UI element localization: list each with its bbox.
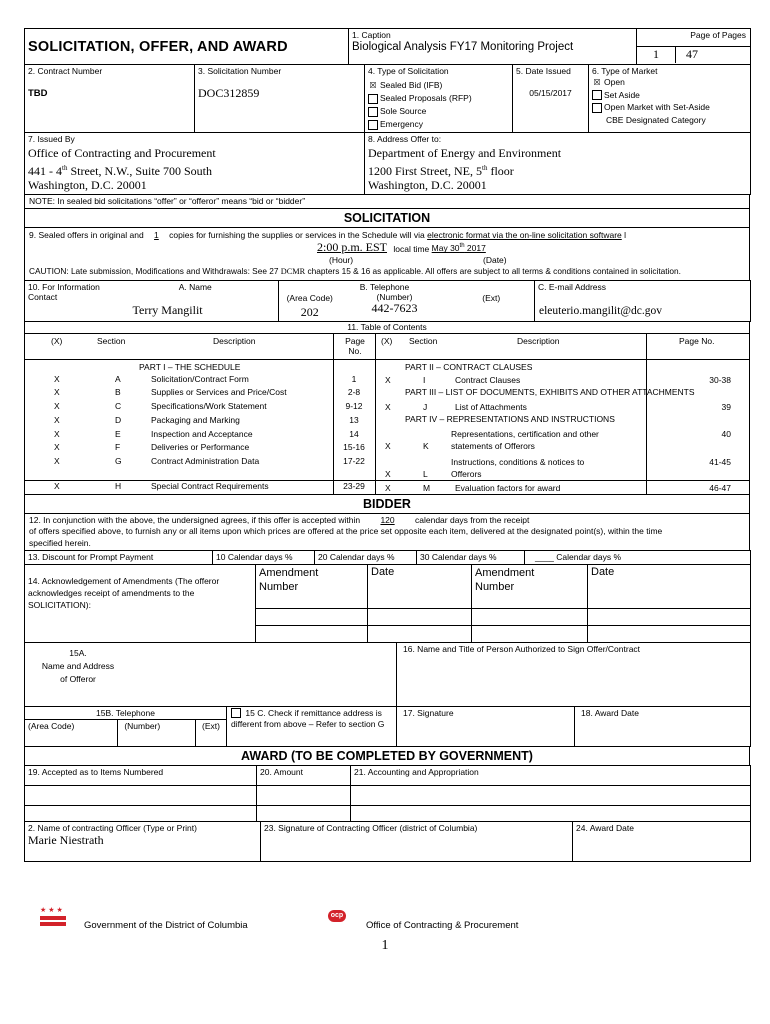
toc-description: Specifications/Work Statement	[151, 401, 267, 412]
checkbox-icon[interactable]	[231, 708, 241, 718]
toc-x-mark: X	[54, 428, 60, 439]
form-title: SOLICITATION, OFFER, AND AWARD	[28, 38, 288, 55]
toc-part-1: PART I – THE SCHEDULE	[139, 361, 241, 372]
option-open-market-set-aside[interactable]: Open Market with Set-Aside	[592, 101, 747, 114]
contact-name-cell	[113, 280, 279, 321]
email-address[interactable]: eleuterio.mangilit@dc.gov	[539, 304, 663, 317]
toc-x-mark: X	[385, 482, 391, 493]
toc-page: 41-45	[709, 456, 731, 467]
checkbox-icon[interactable]	[368, 107, 378, 117]
checkbox-icon[interactable]	[592, 90, 602, 100]
option-set-aside[interactable]: Set Aside	[592, 89, 747, 102]
toc-description-line-2: statements of Offerors	[451, 440, 535, 451]
market-note: CBE Designated Category	[606, 114, 706, 125]
toc-section-letter: I	[423, 374, 426, 385]
toc-description-header-right: Description	[517, 335, 560, 346]
toc-description: Representations, certification and other	[451, 428, 599, 439]
toc-left-list	[25, 374, 375, 496]
page-value: 1	[637, 47, 676, 63]
checkbox-checked-icon[interactable]: ☒	[593, 77, 601, 87]
toc-page: 39	[721, 401, 731, 412]
contract-number: TBD	[28, 88, 48, 99]
discount-row	[24, 550, 751, 565]
date-issued-label: 5. Date Issued	[516, 66, 571, 76]
toc-section-letter: H	[115, 481, 122, 492]
toc-section-letter: L	[423, 468, 428, 479]
officer-name-cell	[25, 821, 261, 861]
toc-section-letter: C	[115, 401, 122, 412]
discount-20[interactable]: 20 Calendar days %	[315, 550, 417, 564]
option-emergency[interactable]: Emergency	[368, 118, 509, 131]
toc-section-header: Section	[97, 335, 126, 346]
caption-value: Biological Analysis FY17 Monitoring Project	[352, 41, 574, 53]
toc-row	[25, 442, 375, 456]
dc-flag-logo: ★★★	[40, 906, 66, 928]
contract-number-label: 2. Contract Number	[28, 66, 103, 76]
date-issued: 05/15/2017	[529, 88, 572, 98]
caption-label: 1. Caption	[352, 30, 391, 40]
amendments-label: 14. Acknowledgement of Amendments (The offeror acknowledges receipt of amendments to the SOLICITATION):	[25, 564, 256, 642]
issued-by-label: 7. Issued By	[28, 134, 75, 144]
copies-value: 1	[154, 229, 159, 240]
option-sealed-bid[interactable]: ☒ Sealed Bid (IFB)	[369, 80, 443, 90]
area-code-cell	[279, 280, 341, 321]
officer-name-label: 2. Name of contracting Officer (Type or Print)	[28, 822, 197, 833]
solicitation-number-label: 3. Solicitation Number	[198, 66, 282, 76]
header-row	[24, 28, 751, 65]
address-offer-to: Department of Energy and Environment 1200 First Street, NE, 5th floor Washington, D.C. 20001	[368, 146, 562, 192]
amendments-table	[24, 564, 751, 643]
toc-x-mark: X	[54, 414, 60, 425]
solicitation-number: DOC312859	[198, 86, 260, 100]
toc-row	[25, 481, 375, 495]
sealed-offers-block: 9. Sealed offers in original and 1 copies for furnishing the supplies or services in the Schedule will via electronic format via the on-line solicitation software l 2:00 p.m. EST local time May 30th 2017 (Hour) (Date) CAUTION: Late submission, Modifications and Withdrawals: See 27 DCMR chapters 15 & 16 as applicable. All offers are subject to all terms & conditions contained in solicitation.	[24, 228, 750, 281]
award-heading: AWARD (TO BE COMPLETED BY GOVERNMENT)	[24, 747, 750, 766]
phone-number-cell	[341, 280, 449, 321]
due-time: 2:00 p.m. EST	[317, 240, 388, 255]
toc-description-header: Description	[213, 335, 256, 346]
accepted-items-label: 19. Accepted as to Items Numbered	[25, 765, 257, 785]
amendment-input[interactable]	[588, 625, 751, 642]
toc-page: 15-16	[343, 442, 365, 453]
amendment-input[interactable]	[472, 608, 588, 625]
toc-page-header-right: Page No.	[679, 335, 715, 346]
toc-description: Instructions, conditions & notices to	[451, 456, 585, 467]
ext-cell	[449, 280, 535, 321]
date-label: (Date)	[483, 254, 507, 265]
toc-title: 11. Table of Contents	[25, 322, 749, 334]
toc-row	[25, 429, 375, 443]
type-of-market-cell	[589, 65, 751, 133]
amendment-date-header-2: Date	[588, 564, 751, 608]
toc-section-letter: F	[115, 442, 121, 453]
officer-signature-cell[interactable]: 23. Signature of Contracting Officer (district of Columbia)	[261, 821, 573, 861]
acceptance-terms: 12. In conjunction with the above, the undersigned agrees, if this offer is accepted within 120 calendar days from the receipt of offers specified above, to furnish any or all items upon which prices are offered at the price set opposite each item, delivered at the designated point(s), within the time specified herein.	[24, 514, 750, 551]
footer-office: Office of Contracting & Procurement	[366, 920, 519, 931]
checkbox-icon[interactable]	[368, 120, 378, 130]
discount-label: 13. Discount for Prompt Payment	[25, 550, 213, 564]
toc-x-header: (X)	[51, 335, 63, 346]
contact-row	[24, 280, 751, 322]
form-title-cell	[25, 29, 349, 65]
offeror-table	[24, 642, 751, 747]
ocp-logo: ocp	[328, 910, 346, 922]
amendment-input[interactable]	[368, 608, 472, 625]
caption-cell	[349, 29, 637, 65]
toc-description: List of Attachments	[455, 401, 527, 412]
offeror-name-address-cell[interactable]: 15A. Name and Address of Offeror	[25, 642, 397, 706]
number-label: (Number)	[376, 291, 413, 302]
award-table	[24, 765, 751, 822]
toc-row	[25, 456, 375, 481]
authorized-person-cell[interactable]: 16. Name and Title of Person Authorized to Sign Offer/Contract	[397, 642, 751, 706]
toc-row	[25, 374, 375, 388]
toc-section-letter: A	[115, 373, 121, 384]
award-date-cell[interactable]: 18. Award Date	[575, 706, 751, 746]
checkbox-icon[interactable]	[368, 94, 378, 104]
email-label: C. E-mail Address	[538, 281, 607, 292]
contact-label: 10. For Information Contact	[25, 280, 113, 321]
offeror-telephone-cell[interactable]: 15B. Telephone (Area Code) (Number) (Ext)	[25, 706, 227, 746]
amendment-input[interactable]	[368, 625, 472, 642]
acceptance-days: 120	[380, 514, 395, 525]
toc-row	[25, 387, 375, 401]
toc-page: 17-22	[343, 456, 365, 467]
address-label: 8. Address Offer to:	[368, 134, 442, 144]
toc-page: 9-12	[345, 401, 363, 412]
toc-x-mark: X	[385, 374, 391, 385]
toc-page: 14	[349, 428, 359, 439]
contract-number-cell	[25, 65, 195, 133]
pages-cell	[637, 29, 751, 65]
toc-page: 23-29	[343, 481, 365, 492]
table-of-contents	[24, 322, 750, 495]
option-sole-source[interactable]: Sole Source	[368, 105, 509, 118]
toc-x-mark: X	[385, 440, 391, 451]
toc-row	[25, 415, 375, 429]
area-code-label: (Area Code)	[286, 292, 333, 303]
amount-input[interactable]	[257, 805, 351, 821]
footer-government: Government of the District of Columbia	[84, 920, 248, 931]
toc-x-mark: X	[54, 401, 60, 412]
accepted-items-input[interactable]	[25, 805, 257, 821]
solicitation-heading: SOLICITATION	[24, 209, 750, 228]
toc-section-letter: G	[115, 456, 122, 467]
toc-page: 46-47	[709, 482, 731, 493]
contact-name: Terry Mangilit	[132, 302, 203, 317]
row-issued-by	[24, 132, 751, 195]
checkbox-checked-icon[interactable]: ☒	[369, 80, 377, 90]
toc-x-mark: X	[54, 442, 60, 453]
option-open[interactable]: ☒ Open	[593, 77, 625, 87]
discount-custom[interactable]: ____ Calendar days %	[525, 550, 751, 564]
accounting-input[interactable]	[351, 785, 751, 805]
toc-page: 1	[351, 373, 357, 384]
toc-description-line-2: Offerors	[451, 468, 482, 479]
type-of-solicitation-cell	[365, 65, 513, 133]
toc-description: Solicitation/Contract Form	[151, 373, 249, 384]
address-offer-cell	[365, 133, 751, 195]
date-issued-cell	[513, 65, 589, 133]
toc-x-mark: X	[385, 468, 391, 479]
toc-page: 30-38	[709, 374, 731, 385]
officer-name: Marie Niestrath	[28, 832, 104, 847]
bidder-heading: BIDDER	[24, 495, 750, 514]
amendment-number-header: Amendment Number	[256, 564, 368, 608]
ext-label: (Ext)	[482, 292, 501, 303]
accounting-label: 21. Accounting and Appropriation	[351, 765, 751, 785]
remittance-cell[interactable]: 15 C. Check if remittance address is different from above – Refer to section G	[227, 706, 397, 746]
government-award-date-cell[interactable]: 24. Award Date	[573, 821, 751, 861]
type-label: 4. Type of Solicitation	[368, 66, 449, 76]
issued-by-address: Office of Contracting and Procurement 441 - 4th Street, N.W., Suite 700 South Washington, D.C. 20001	[28, 146, 216, 192]
solicitation-number-cell	[195, 65, 365, 133]
checkbox-icon[interactable]	[592, 103, 602, 113]
toc-part-2: PART II – CONTRACT CLAUSES	[405, 361, 533, 372]
toc-description: Deliveries or Performance	[151, 442, 250, 453]
toc-page: 40	[721, 428, 731, 439]
hour-label: (Hour)	[329, 254, 354, 265]
amendment-input[interactable]	[588, 608, 751, 625]
toc-description: Contract Clauses	[455, 374, 521, 385]
toc-section-letter: K	[423, 440, 429, 451]
issued-by-cell	[25, 133, 365, 195]
due-date: May 30th 2017	[431, 243, 486, 254]
toc-description: Supplies or Services and Price/Cost	[151, 387, 287, 398]
toc-page: 13	[349, 414, 359, 425]
toc-x-mark: X	[385, 401, 391, 412]
contracting-officer-table	[24, 821, 751, 862]
area-code: 202	[300, 304, 319, 319]
amount-label: 20. Amount	[257, 765, 351, 785]
toc-part-3: PART III – LIST OF DOCUMENTS, EXHIBITS AND OTHER ATTACHMENTS	[405, 386, 695, 397]
email-cell	[535, 280, 751, 321]
phone-number: 442-7623	[371, 300, 418, 315]
market-label: 6. Type of Market	[592, 66, 658, 76]
pages-value: 47	[686, 47, 698, 61]
toc-row	[25, 401, 375, 415]
name-label: A. Name	[178, 281, 212, 292]
page-footer	[40, 906, 740, 936]
submission-method: electronic format via the on-line solicitation software	[427, 229, 622, 240]
toc-section-letter: J	[423, 401, 428, 412]
toc-description: Packaging and Marking	[151, 414, 240, 425]
toc-section-letter: D	[115, 414, 122, 425]
toc-x-mark: X	[54, 373, 60, 384]
toc-section-letter: E	[115, 428, 121, 439]
toc-x-mark: X	[54, 481, 60, 492]
telephone-label: B. Telephone	[359, 281, 410, 292]
toc-page-header: Page No.	[345, 335, 365, 356]
solicitation-form	[24, 28, 750, 862]
discount-30[interactable]: 30 Calendar days %	[417, 550, 525, 564]
toc-description: Contract Administration Data	[151, 456, 260, 467]
toc-description: Special Contract Requirements	[151, 481, 269, 492]
pages-label: Page of Pages	[690, 30, 747, 40]
toc-x-mark: X	[54, 456, 60, 467]
discount-10[interactable]: 10 Calendar days %	[213, 550, 315, 564]
toc-description: Evaluation factors for award	[455, 482, 561, 493]
amendment-number-header-2: Amendment Number	[472, 564, 588, 608]
option-sealed-proposals[interactable]: Sealed Proposals (RFP)	[368, 92, 509, 105]
amount-input[interactable]	[257, 785, 351, 805]
accepted-items-input[interactable]	[25, 785, 257, 805]
amendment-input[interactable]	[472, 625, 588, 642]
note-line: NOTE: In sealed bid solicitations “offer” or “offeror” means “bid or “bidder”	[24, 195, 750, 209]
caution-text: CAUTION: Late submission, Modifications and Withdrawals: See 27 DCMR chapters 15 & 16 as applicable. All offers are subject to all terms & conditions contained in solicitation.	[29, 265, 681, 276]
toc-x-header-right: (X)	[381, 335, 393, 346]
signature-cell[interactable]: 17. Signature	[397, 706, 575, 746]
accounting-input[interactable]	[351, 805, 751, 821]
amendment-input[interactable]	[256, 625, 368, 642]
amendment-input[interactable]	[256, 608, 368, 625]
toc-description: Inspection and Acceptance	[151, 428, 253, 439]
toc-page: 2-8	[347, 387, 361, 398]
amendment-date-header: Date	[368, 564, 472, 608]
toc-section-letter: B	[115, 387, 121, 398]
row-contract-info	[24, 64, 751, 133]
toc-part-4: PART IV – REPRESENTATIONS AND INSTRUCTIONS	[405, 413, 615, 424]
toc-section-header-right: Section	[409, 335, 438, 346]
toc-x-mark: X	[54, 387, 60, 398]
page-number: 1	[381, 938, 389, 953]
toc-section-letter: M	[423, 482, 431, 493]
